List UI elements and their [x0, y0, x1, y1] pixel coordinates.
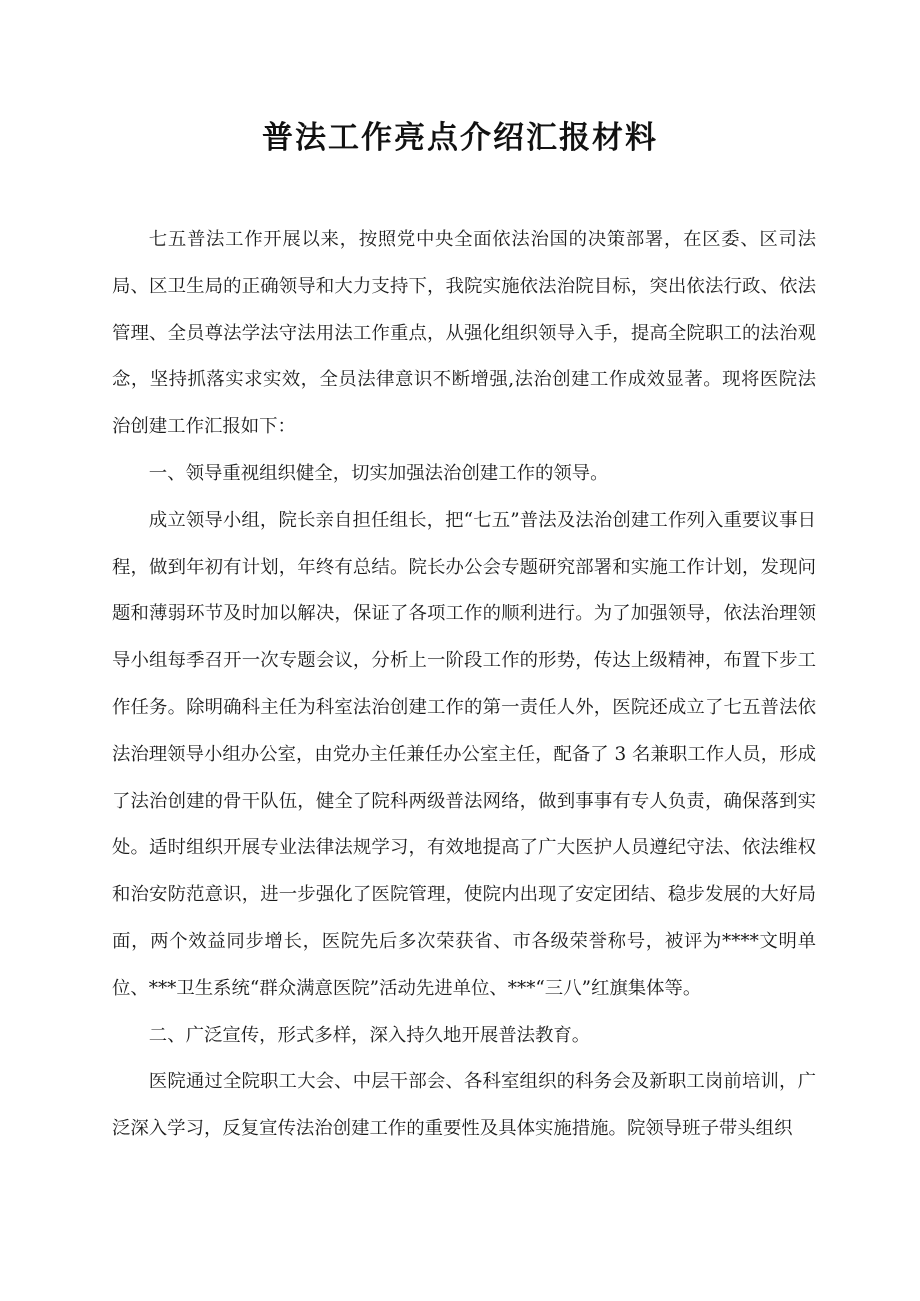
intro-paragraph: 七五普法工作开展以来，按照党中央全面依法治国的决策部署，在区委、区司法局、区卫生局的正确领导和大力支持下，我院实施依法治院目标，突出依法行政、依法管理、全员尊法学法守法用法工作重点，从强化组织领导入手，提高全院职工的法治观念，坚持抓落实求实效，全员法律意识不断增强,法治创建工作成效显著。现将医院法治创建工作汇报如下：	[112, 229, 816, 438]
document-body	[112, 217, 816, 1153]
section-1-heading: 一、领导重视组织健全，切实加强法治创建工作的领导。	[148, 462, 609, 484]
section-1-paragraph: 成立领导小组，院长亲自担任组长，把“七五”普法及法治创建工作列入重要议事日程，做到年初有计划，年终有总结。院长办公会专题研究部署和实施工作计划，发现问题和薄弱环节及时加以解决，保证了各项工作的顺利进行。为了加强领导，依法治理领导小组每季召开一次专题会议，分析上一阶段工作的形势，传达上级精神，布置下步工作任务。除明确科主任为科室法治创建工作的第一责任人外，医院还成立了七五普法依法治理领导小组办公室，由党办主任兼任办公室主任，配备了 3 名兼职工作人员，形成了法治创建的骨干队伍，健全了院科两级普法网络，做到事事有专人负责，确保落到实处。适时组织开展专业法律法规学习，有效地提高了广大医护人员遵纪守法、依法维权和治安防范意识，进一步强化了医院管理，使院内出现了安定团结、稳步发展的大好局面，两个效益同步增长，医院先后多次荣获省、市各级荣誉称号，被评为****文明单位、***卫生系统“群众满意医院”活动先进单位、***“三八”红旗集体等。	[112, 509, 816, 999]
section-2-heading: 二、广泛宣传，形式多样，深入持久地开展普法教育。	[148, 1024, 591, 1046]
document-title: 普法工作亮点介绍汇报材料	[262, 120, 658, 156]
section-2-paragraph: 医院通过全院职工大会、中层干部会、各科室组织的科务会及新职工岗前培训，广泛深入学习，反复宣传法治创建工作的重要性及具体实施措施。院领导班子带头组织	[112, 1071, 816, 1140]
